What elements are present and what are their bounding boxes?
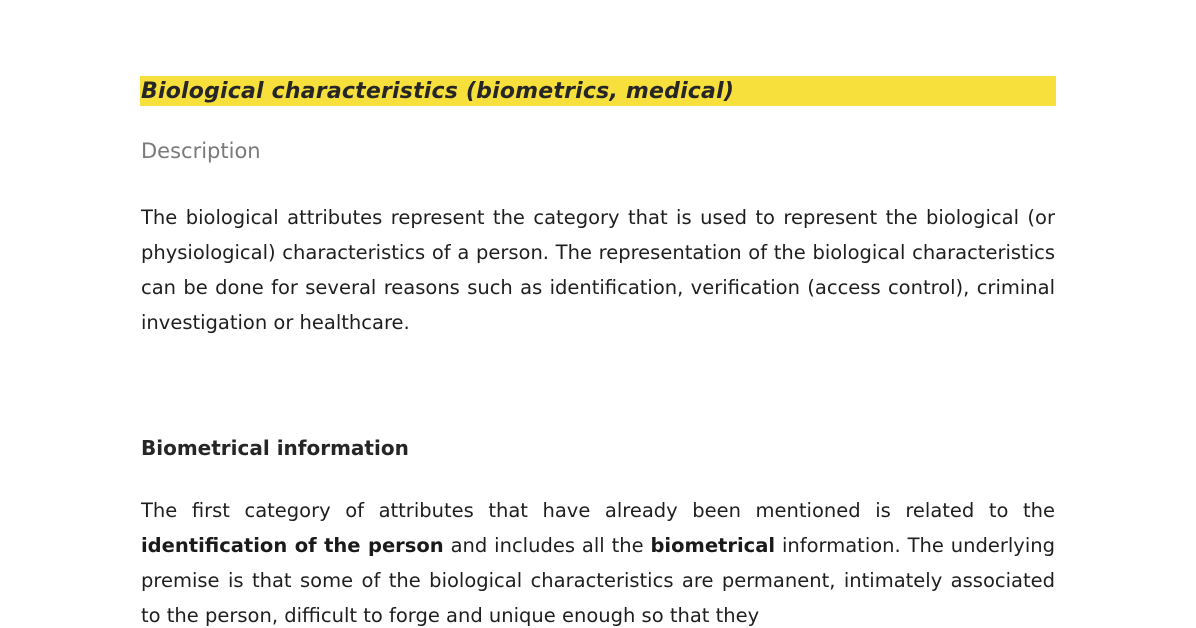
section-heading: Biological characteristics (biometrics, medical) <box>141 79 735 104</box>
paragraph-2-text-2: and includes all the <box>443 534 651 557</box>
paragraph-2-text-1: The first category of attributes that have already been mentioned is related to the <box>141 499 1055 522</box>
paragraph-2-text-3: information. The underlying premise is that some of the biological characteristics are permanent, intimately associated to the person, difficult to forge and unique enough so that they <box>141 534 1056 627</box>
description-label: Description <box>141 139 261 163</box>
subheading-biometrical-information: Biometrical information <box>141 436 409 460</box>
bold-identification-of-the-person: identification of the person <box>141 534 444 557</box>
paragraph-biological-attributes: The biological attributes represent the category that is used to represent the biological (or physiological) characteristics of a person. The representation of the biological characteristics can be done for several reasons such as identification, verification (access control), criminal investigation or healthcare. <box>141 206 1055 334</box>
paragraph-biometrical-information <box>141 493 1055 628</box>
bold-biometrical: biometrical <box>650 534 776 557</box>
